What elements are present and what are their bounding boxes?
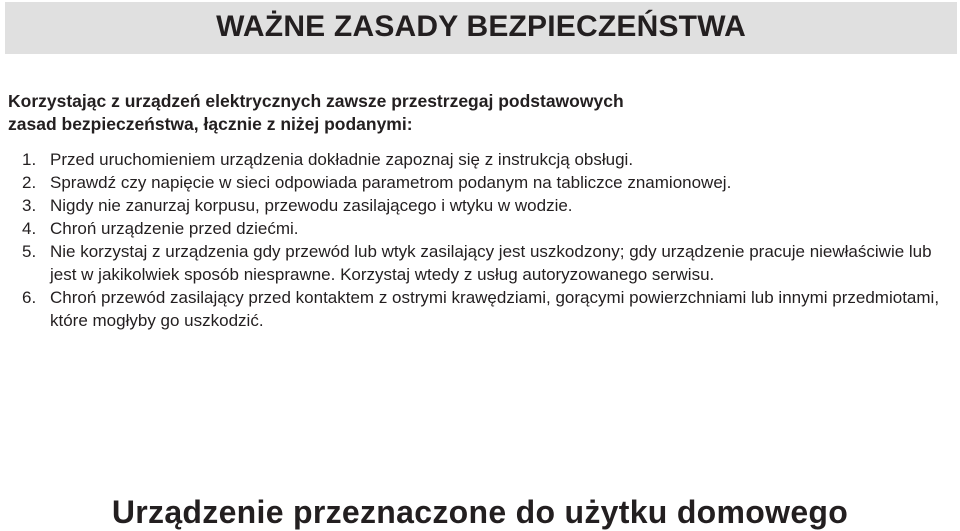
intro-text — [8, 90, 938, 136]
rule-number: 4. — [22, 219, 37, 238]
rule-item-1 — [22, 148, 952, 171]
intro-line-2: zasad bezpieczeństwa, łącznie z niżej podanymi: — [8, 114, 413, 134]
rule-text: Chroń przewód zasilający przed kontaktem z ostrymi krawędziami, gorącymi powierzchniami lub innymi przedmiotami, które mogłyby go uszkodzić. — [50, 288, 940, 330]
rule-number: 5. — [22, 242, 37, 261]
rule-number: 6. — [22, 288, 37, 307]
rule-text: Nie korzystaj z urządzenia gdy przewód lub wtyk zasilający jest uszkodzony; gdy urządzenie pracuje niewłaściwie lub jest w jakikolwiek sposób niesprawne. Korzystaj wtedy z usług autoryzowanego serwisu. — [50, 242, 932, 284]
rule-item-4 — [22, 217, 952, 240]
rule-text: Chroń urządzenie przed dziećmi. — [50, 219, 299, 238]
rule-number: 3. — [22, 196, 37, 215]
rule-item-3 — [22, 194, 952, 217]
intro-line-1: Korzystając z urządzeń elektrycznych zawsze przestrzegaj podstawowych — [8, 91, 624, 111]
safety-rules-list — [22, 148, 952, 332]
rule-number: 1. — [22, 150, 37, 169]
header-band — [5, 2, 957, 54]
rule-text: Sprawdź czy napięcie w sieci odpowiada parametrom podanym na tabliczce znamionowej. — [50, 173, 732, 192]
rule-item-2 — [22, 171, 952, 194]
rule-text: Przed uruchomieniem urządzenia dokładnie zapoznaj się z instrukcją obsługi. — [50, 150, 634, 169]
rule-item-6 — [22, 286, 952, 332]
rule-item-5 — [22, 240, 952, 286]
rule-text: Nigdy nie zanurzaj korpusu, przewodu zasilającego i wtyku w wodzie. — [50, 196, 573, 215]
rule-number: 2. — [22, 173, 37, 192]
page-title: WAŻNE ZASADY BEZPIECZEŃSTWA — [216, 10, 746, 43]
footer-title: Urządzenie przeznaczone do użytku domowego — [111, 494, 849, 530]
